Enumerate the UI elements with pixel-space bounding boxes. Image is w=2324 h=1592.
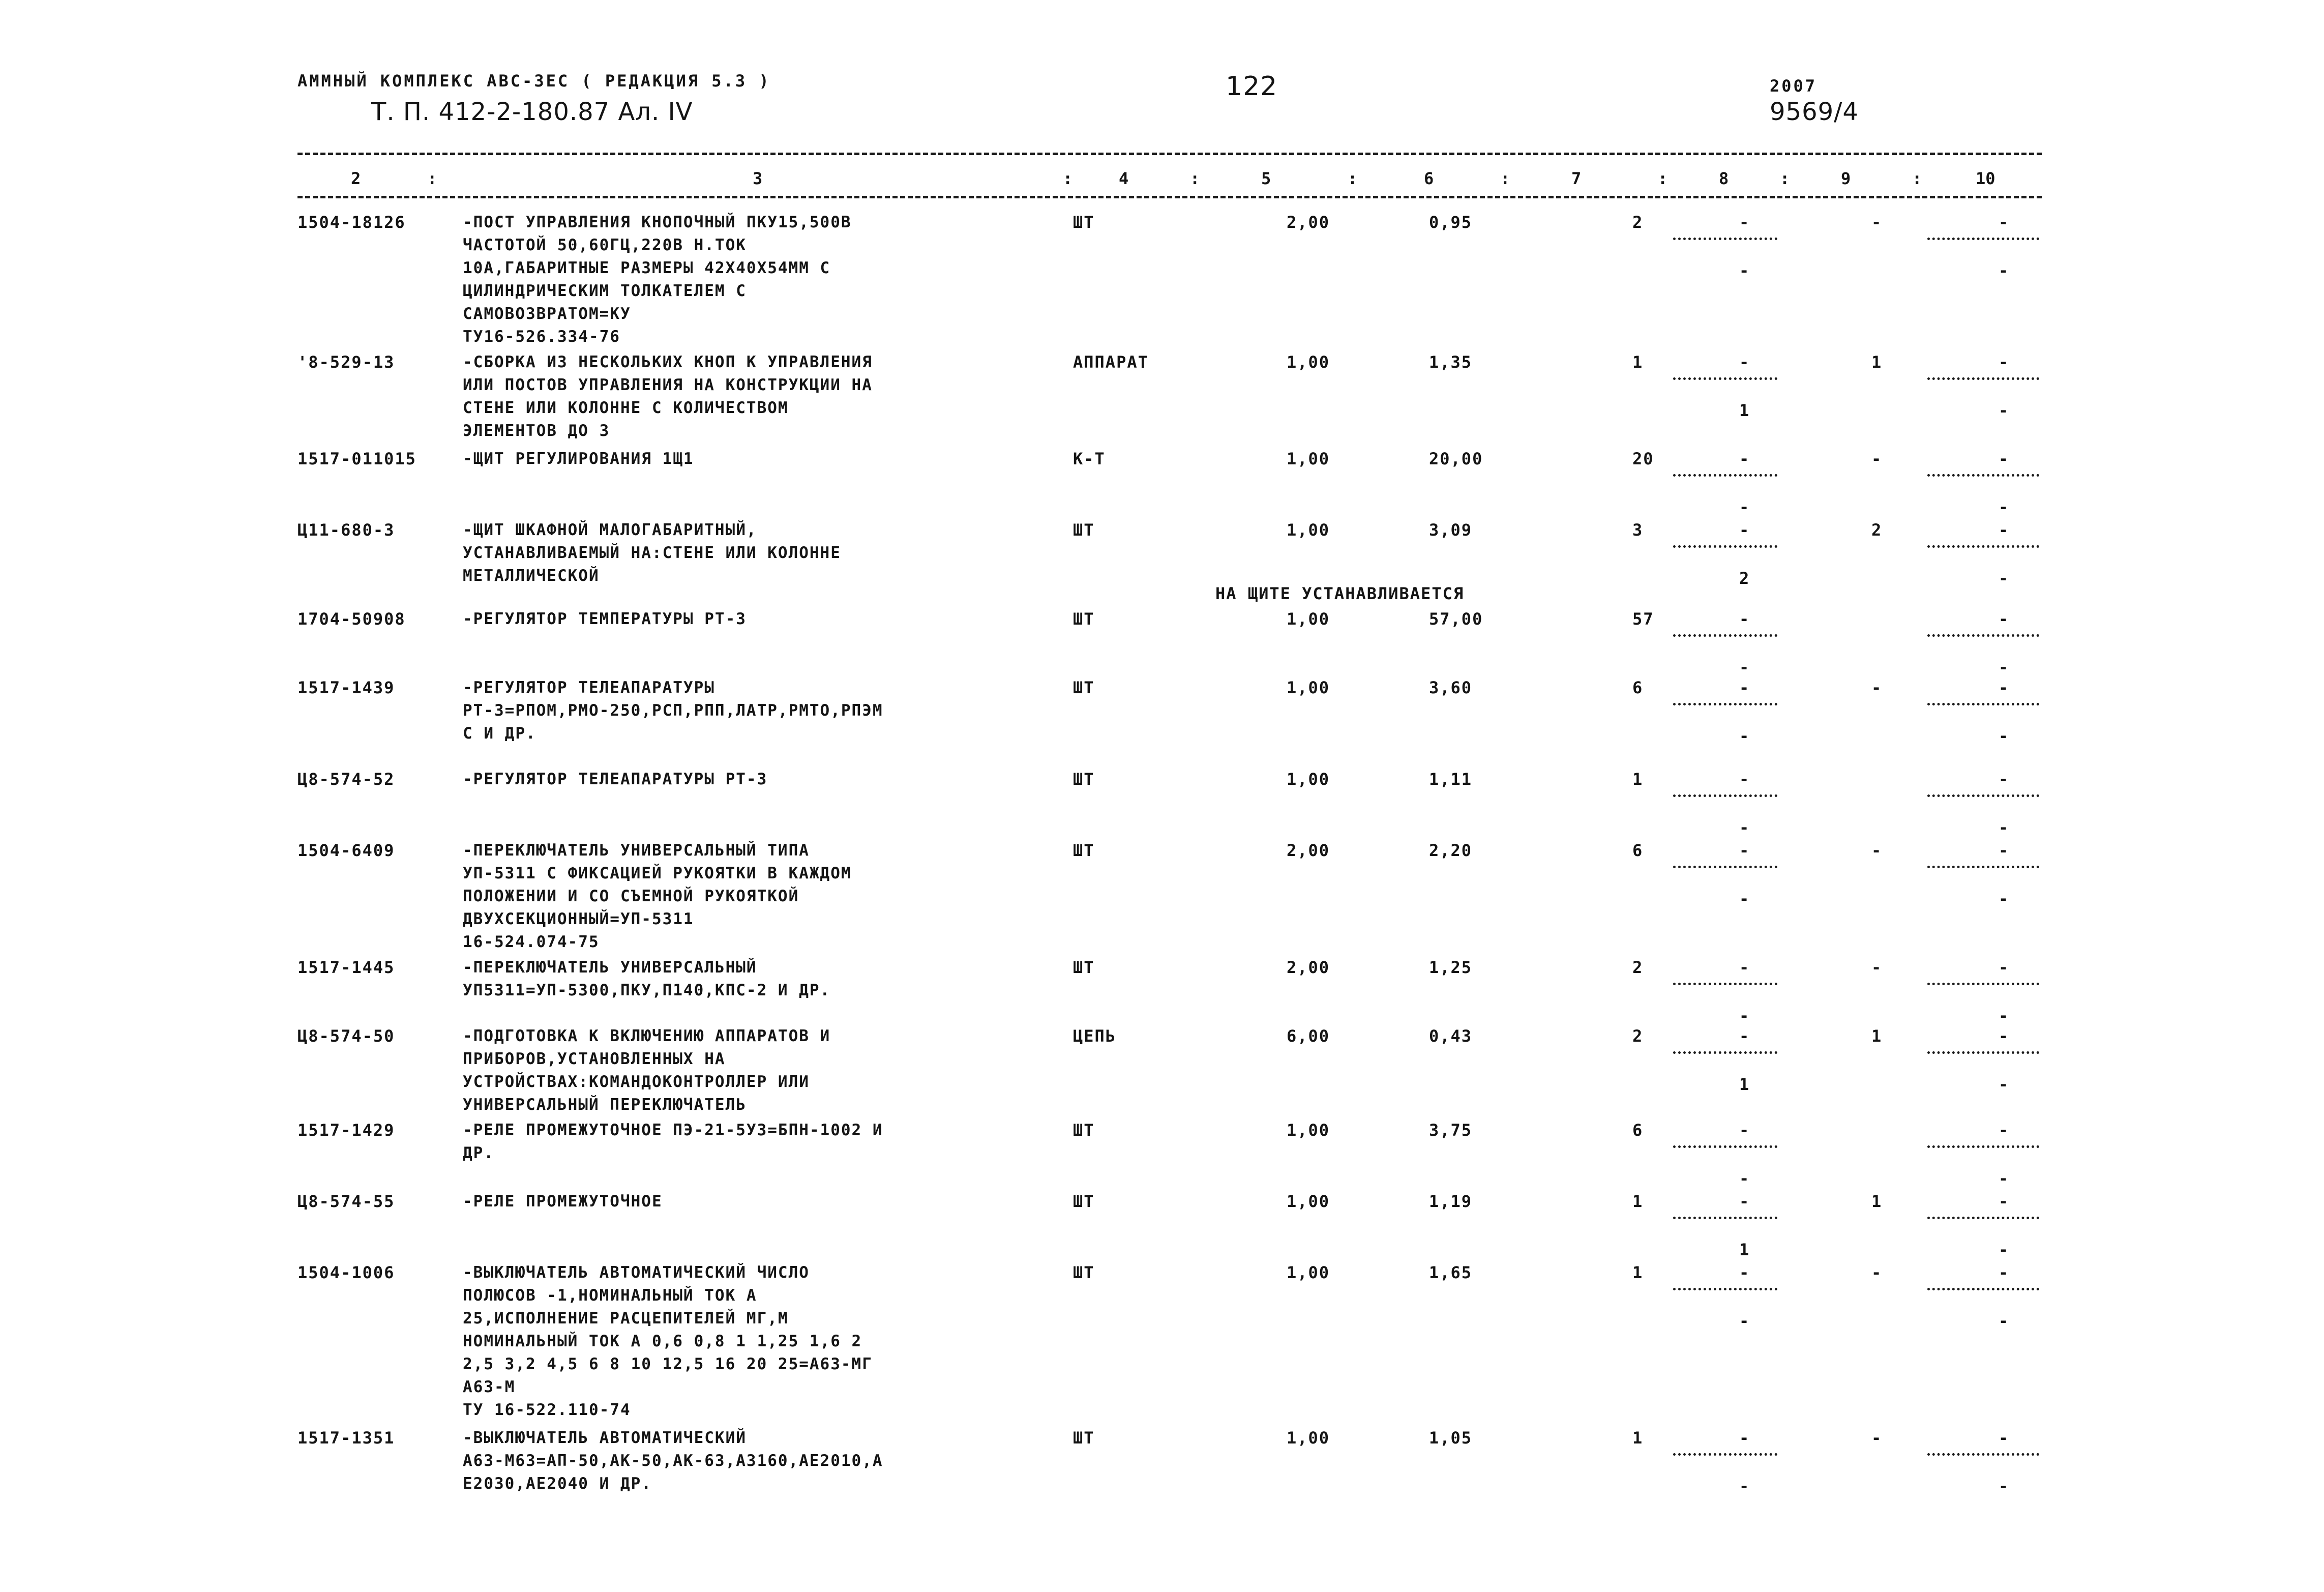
- item-unit: ШТ: [1073, 609, 1095, 629]
- item-col10-sub: -: [1999, 497, 2010, 517]
- column-label: 5: [1261, 169, 1271, 188]
- cell-divider: [1927, 377, 2039, 380]
- item-unit: ШТ: [1073, 1121, 1095, 1140]
- item-total: 57: [1632, 609, 1654, 629]
- item-quantity: 1,00: [1287, 678, 1330, 697]
- item-labor: 1,19: [1429, 1192, 1473, 1211]
- item-total: 6: [1632, 678, 1644, 697]
- item-col10-sub: -: [1999, 569, 2010, 588]
- column-label: 9: [1841, 169, 1851, 188]
- item-description: -ВЫКЛЮЧАТЕЛЬ АВТОМАТИЧЕСКИЙ ЧИСЛО ПОЛЮСОВ -1,НОМИНАЛЬНЫЙ ТОК А 25,ИСПОЛНЕНИЕ РАСЦЕПИТЕЛЕЙ МГ,М НОМИНАЛЬНЫЙ ТОК А 0,6 0,8 1 1,25 1,6 2 2,5 3,2 4,5 6 8 10 12,5 16 20 25=А63-МГ А63-М ТУ 16-522.110-74: [463, 1263, 873, 1419]
- column-separator: :: [1348, 169, 1358, 188]
- column-label: 7: [1571, 169, 1582, 188]
- cell-divider: [1673, 1217, 1777, 1219]
- column-separator: :: [427, 169, 437, 188]
- item-col10-sub: -: [1999, 726, 2010, 746]
- column-separator: :: [1190, 169, 1200, 188]
- item-col10: -: [1999, 770, 2010, 789]
- item-code: '8-529-13: [297, 352, 395, 372]
- item-col10: -: [1999, 520, 2010, 540]
- item-total: 2: [1632, 958, 1644, 977]
- item-col8-sub: -: [1739, 889, 1750, 908]
- item-col8: -: [1739, 1026, 1750, 1046]
- cell-divider: [1927, 1217, 2039, 1219]
- item-col10: -: [1999, 841, 2010, 860]
- item-col9: -: [1871, 841, 1883, 860]
- item-col9: -: [1871, 449, 1883, 468]
- item-col10: -: [1999, 449, 2010, 468]
- item-total: 1: [1632, 1263, 1644, 1282]
- item-unit: ШТ: [1073, 770, 1095, 789]
- item-col8-sub: -: [1739, 1006, 1750, 1025]
- item-col8-sub: -: [1739, 726, 1750, 746]
- item-code: Ц8-574-50: [297, 1026, 395, 1046]
- item-code: 1517-011015: [297, 449, 416, 468]
- cell-divider: [1927, 634, 2039, 637]
- item-quantity: 1,00: [1287, 1263, 1330, 1282]
- cell-divider: [1927, 1145, 2039, 1148]
- item-col10-sub: -: [1999, 818, 2010, 837]
- item-quantity: 1,00: [1287, 1428, 1330, 1448]
- cell-divider: [1673, 377, 1777, 380]
- cell-divider: [1927, 1051, 2039, 1054]
- cell-divider: [1673, 474, 1777, 477]
- cell-divider: [1927, 983, 2039, 985]
- document-reference: Т. П. 412-2-180.87 Ал. IV: [371, 98, 693, 126]
- item-code: 1504-1006: [297, 1263, 395, 1282]
- item-col8-sub: -: [1739, 818, 1750, 837]
- item-quantity: 1,00: [1287, 770, 1330, 789]
- item-col10: -: [1999, 1263, 2010, 1282]
- cell-divider: [1927, 1288, 2039, 1290]
- item-unit: ШТ: [1073, 213, 1095, 232]
- item-total: 1: [1632, 352, 1644, 372]
- item-total: 6: [1632, 841, 1644, 860]
- item-col10: -: [1999, 609, 2010, 629]
- item-labor: 1,35: [1429, 352, 1473, 372]
- item-col8: -: [1739, 213, 1750, 232]
- item-labor: 0,43: [1429, 1026, 1473, 1046]
- cell-divider: [1927, 238, 2039, 240]
- column-label: 10: [1976, 169, 1995, 188]
- item-col10-sub: -: [1999, 1006, 2010, 1025]
- item-unit: ШТ: [1073, 520, 1095, 540]
- item-quantity: 1,00: [1287, 1121, 1330, 1140]
- item-col8: -: [1739, 1263, 1750, 1282]
- item-total: 1: [1632, 770, 1644, 789]
- item-col8-sub: 2: [1739, 569, 1750, 588]
- item-labor: 1,25: [1429, 958, 1473, 977]
- item-code: 1517-1429: [297, 1121, 395, 1140]
- item-col10: -: [1999, 1192, 2010, 1211]
- item-unit: ШТ: [1073, 958, 1095, 977]
- item-quantity: 1,00: [1287, 449, 1330, 468]
- column-separator: :: [1780, 169, 1790, 188]
- item-total: 2: [1632, 1026, 1644, 1046]
- item-col8: -: [1739, 958, 1750, 977]
- item-code: 1704-50908: [297, 609, 406, 629]
- item-col8-sub: -: [1739, 261, 1750, 280]
- item-quantity: 2,00: [1287, 958, 1330, 977]
- item-description: -ПЕРЕКЛЮЧАТЕЛЬ УНИВЕРСАЛЬНЫЙ ТИПА УП-5311 С ФИКСАЦИЕЙ РУКОЯТКИ В КАЖДОМ ПОЛОЖЕНИИ И СО СЪЕМНОЙ РУКОЯТКОЙ ДВУХСЕКЦИОННЫЙ=УП-5311 16-524.074-75: [463, 841, 852, 951]
- item-col10: -: [1999, 1121, 2010, 1140]
- item-code: 1504-6409: [297, 841, 395, 860]
- column-label: 8: [1719, 169, 1729, 188]
- item-code: Ц8-574-52: [297, 770, 395, 789]
- item-col8-sub: -: [1739, 1311, 1750, 1331]
- column-label: 3: [753, 169, 763, 188]
- item-col10-sub: -: [1999, 658, 2010, 677]
- item-labor: 2,20: [1429, 841, 1473, 860]
- item-code: 1517-1439: [297, 678, 395, 697]
- item-code: Ц11-680-3: [297, 520, 395, 540]
- item-description: -РЕГУЛЯТОР ТЕЛЕАПАРАТУРЫ РТ-3: [463, 770, 768, 788]
- item-labor: 0,95: [1429, 213, 1473, 232]
- item-col10: -: [1999, 1026, 2010, 1046]
- item-col10-sub: -: [1999, 261, 2010, 280]
- cell-divider: [1927, 545, 2039, 548]
- item-col9: -: [1871, 1428, 1883, 1448]
- program-title: АММНЫЙ КОМПЛЕКС АВС-ЗЕС ( РЕДАКЦИЯ 5.3 ): [297, 71, 771, 91]
- item-col8-sub: 1: [1739, 1240, 1750, 1259]
- item-unit: ШТ: [1073, 678, 1095, 697]
- cell-divider: [1927, 794, 2039, 797]
- page-number: 122: [1226, 71, 1278, 102]
- cell-divider: [1673, 545, 1777, 548]
- item-col10-sub: -: [1999, 889, 2010, 908]
- item-quantity: 2,00: [1287, 841, 1330, 860]
- item-description: -ЩИТ ШКАФНОЙ МАЛОГАБАРИТНЫЙ, УСТАНАВЛИВАЕМЫЙ НА:СТЕНЕ ИЛИ КОЛОННЕ МЕТАЛЛИЧЕСКОЙ: [463, 521, 841, 585]
- item-code: Ц8-574-55: [297, 1192, 395, 1211]
- cell-divider: [1673, 634, 1777, 637]
- item-col8-sub: -: [1739, 658, 1750, 677]
- item-col9: 1: [1871, 1026, 1883, 1046]
- cell-divider: [1673, 1288, 1777, 1290]
- cell-divider: [1673, 238, 1777, 240]
- item-col9: -: [1871, 213, 1883, 232]
- item-labor: 3,75: [1429, 1121, 1473, 1140]
- item-total: 6: [1632, 1121, 1644, 1140]
- item-quantity: 1,00: [1287, 520, 1330, 540]
- code-top: 2007: [1770, 76, 1818, 96]
- item-unit: ШТ: [1073, 1263, 1095, 1282]
- item-col8-sub: 1: [1739, 401, 1750, 420]
- item-unit: АППАРАТ: [1073, 352, 1149, 372]
- cell-divider: [1673, 1453, 1777, 1456]
- item-col9: 1: [1871, 1192, 1883, 1211]
- item-quantity: 6,00: [1287, 1026, 1330, 1046]
- item-labor: 1,11: [1429, 770, 1473, 789]
- item-description: -ЩИТ РЕГУЛИРОВАНИЯ 1Щ1: [463, 450, 694, 468]
- item-quantity: 1,00: [1287, 352, 1330, 372]
- cell-divider: [1673, 703, 1777, 705]
- item-unit: ШТ: [1073, 841, 1095, 860]
- item-total: 1: [1632, 1192, 1644, 1211]
- cell-divider: [1927, 474, 2039, 477]
- column-label: 6: [1424, 169, 1434, 188]
- item-description: -ВЫКЛЮЧАТЕЛЬ АВТОМАТИЧЕСКИЙ А63-М63=АП-50,АК-50,АК-63,А3160,АЕ2010,А Е2030,АЕ2040 И ДР.: [463, 1429, 883, 1493]
- item-col8: -: [1739, 1428, 1750, 1448]
- cell-divider: [1927, 1453, 2039, 1456]
- item-col9: -: [1871, 678, 1883, 697]
- item-col8-sub: -: [1739, 497, 1750, 517]
- item-col10-sub: -: [1999, 401, 2010, 420]
- item-col8: -: [1739, 449, 1750, 468]
- item-labor: 3,60: [1429, 678, 1473, 697]
- column-separator: :: [1912, 169, 1922, 188]
- item-col10-sub: -: [1999, 1075, 2010, 1094]
- item-col9: -: [1871, 958, 1883, 977]
- item-description: -РЕГУЛЯТОР ТЕЛЕАПАРАТУРЫ РТ-3=РПОМ,РМО-250,РСП,РПП,ЛАТР,РМТО,РПЭМ С И ДР.: [463, 679, 883, 743]
- item-col8: -: [1739, 1121, 1750, 1140]
- item-quantity: 1,00: [1287, 609, 1330, 629]
- item-col10-sub: -: [1999, 1169, 2010, 1188]
- item-labor: 1,65: [1429, 1263, 1473, 1282]
- item-col8: -: [1739, 770, 1750, 789]
- item-code: 1517-1351: [297, 1428, 395, 1448]
- cell-divider: [1673, 983, 1777, 985]
- item-description: -СБОРКА ИЗ НЕСКОЛЬКИХ КНОП К УПРАВЛЕНИЯ ИЛИ ПОСТОВ УПРАВЛЕНИЯ НА КОНСТРУКЦИИ НА СТЕНЕ ИЛИ КОЛОННЕ С КОЛИЧЕСТВОМ ЭЛЕМЕНТОВ ДО 3: [463, 353, 873, 440]
- item-col10-sub: -: [1999, 1240, 2010, 1259]
- item-col10: -: [1999, 213, 2010, 232]
- item-description: -РЕЛЕ ПРОМЕЖУТОЧНОЕ ПЭ-21-5У3=БПН-1002 И ДР.: [463, 1121, 883, 1162]
- column-separator: :: [1063, 169, 1073, 188]
- column-separator: :: [1658, 169, 1668, 188]
- cell-divider: [1673, 1051, 1777, 1054]
- item-description: -РЕГУЛЯТОР ТЕМПЕРАТУРЫ РТ-3: [463, 610, 747, 628]
- item-col8: -: [1739, 1192, 1750, 1211]
- item-col8-sub: 1: [1739, 1075, 1750, 1094]
- item-col9: 2: [1871, 520, 1883, 540]
- item-code: 1517-1445: [297, 958, 395, 977]
- item-total: 2: [1632, 213, 1644, 232]
- code-bottom: 9569/4: [1770, 98, 1859, 126]
- item-col10-sub: -: [1999, 1311, 2010, 1331]
- item-labor: 57,00: [1429, 609, 1483, 629]
- item-col9: -: [1871, 1263, 1883, 1282]
- item-labor: 20,00: [1429, 449, 1483, 468]
- item-unit: ШТ: [1073, 1192, 1095, 1211]
- item-description: -ПОДГОТОВКА К ВКЛЮЧЕНИЮ АППАРАТОВ И ПРИБОРОВ,УСТАНОВЛЕННЫХ НА УСТРОЙСТВАХ:КОМАНДОКОНТРОЛЛЕР ИЛИ УНИВЕРСАЛЬНЫЙ ПЕРЕКЛЮЧАТЕЛЬ: [463, 1027, 831, 1114]
- cell-divider: [1673, 866, 1777, 868]
- item-col8-sub: -: [1739, 1477, 1750, 1496]
- item-col10: -: [1999, 1428, 2010, 1448]
- cell-divider: [1673, 794, 1777, 797]
- item-total: 20: [1632, 449, 1654, 468]
- rule-under-header: [297, 196, 2042, 198]
- cell-divider: [1927, 866, 2039, 868]
- item-description: -ПЕРЕКЛЮЧАТЕЛЬ УНИВЕРСАЛЬНЫЙ УП5311=УП-5300,ПКУ,П140,КПС-2 И ДР.: [463, 958, 831, 999]
- column-separator: :: [1500, 169, 1510, 188]
- item-col8: -: [1739, 678, 1750, 697]
- item-col8: -: [1739, 520, 1750, 540]
- rule-top: [297, 153, 2042, 155]
- cell-divider: [1927, 703, 2039, 705]
- item-labor: 1,05: [1429, 1428, 1473, 1448]
- column-label: 4: [1119, 169, 1129, 188]
- item-code: 1504-18126: [297, 213, 406, 232]
- item-col8: -: [1739, 352, 1750, 372]
- shield-note: НА ЩИТЕ УСТАНАВЛИВАЕТСЯ: [1215, 584, 1465, 603]
- item-col8: -: [1739, 841, 1750, 860]
- item-col10: -: [1999, 678, 2010, 697]
- item-total: 3: [1632, 520, 1644, 540]
- item-unit: К-Т: [1073, 449, 1106, 468]
- item-description: -ПОСТ УПРАВЛЕНИЯ КНОПОЧНЫЙ ПКУ15,500В ЧАСТОТОЙ 50,60ГЦ,220В Н.ТОК 10А,ГАБАРИТНЫЕ РАЗМЕРЫ 42Х40Х54ММ С ЦИЛИНДРИЧЕСКИМ ТОЛКАТЕЛЕМ С САМОВОЗВРАТОМ=КУ ТУ16-526.334-76: [463, 213, 852, 346]
- item-col10: -: [1999, 352, 2010, 372]
- item-unit: ШТ: [1073, 1428, 1095, 1448]
- item-unit: ЦЕПЬ: [1073, 1026, 1117, 1046]
- item-col10-sub: -: [1999, 1477, 2010, 1496]
- item-col10: -: [1999, 958, 2010, 977]
- item-description: -РЕЛЕ ПРОМЕЖУТОЧНОЕ: [463, 1192, 663, 1211]
- cell-divider: [1673, 1145, 1777, 1148]
- item-col9: 1: [1871, 352, 1883, 372]
- item-quantity: 2,00: [1287, 213, 1330, 232]
- item-quantity: 1,00: [1287, 1192, 1330, 1211]
- item-labor: 3,09: [1429, 520, 1473, 540]
- item-total: 1: [1632, 1428, 1644, 1448]
- item-col8: -: [1739, 609, 1750, 629]
- item-col8-sub: -: [1739, 1169, 1750, 1188]
- column-label: 2: [351, 169, 361, 188]
